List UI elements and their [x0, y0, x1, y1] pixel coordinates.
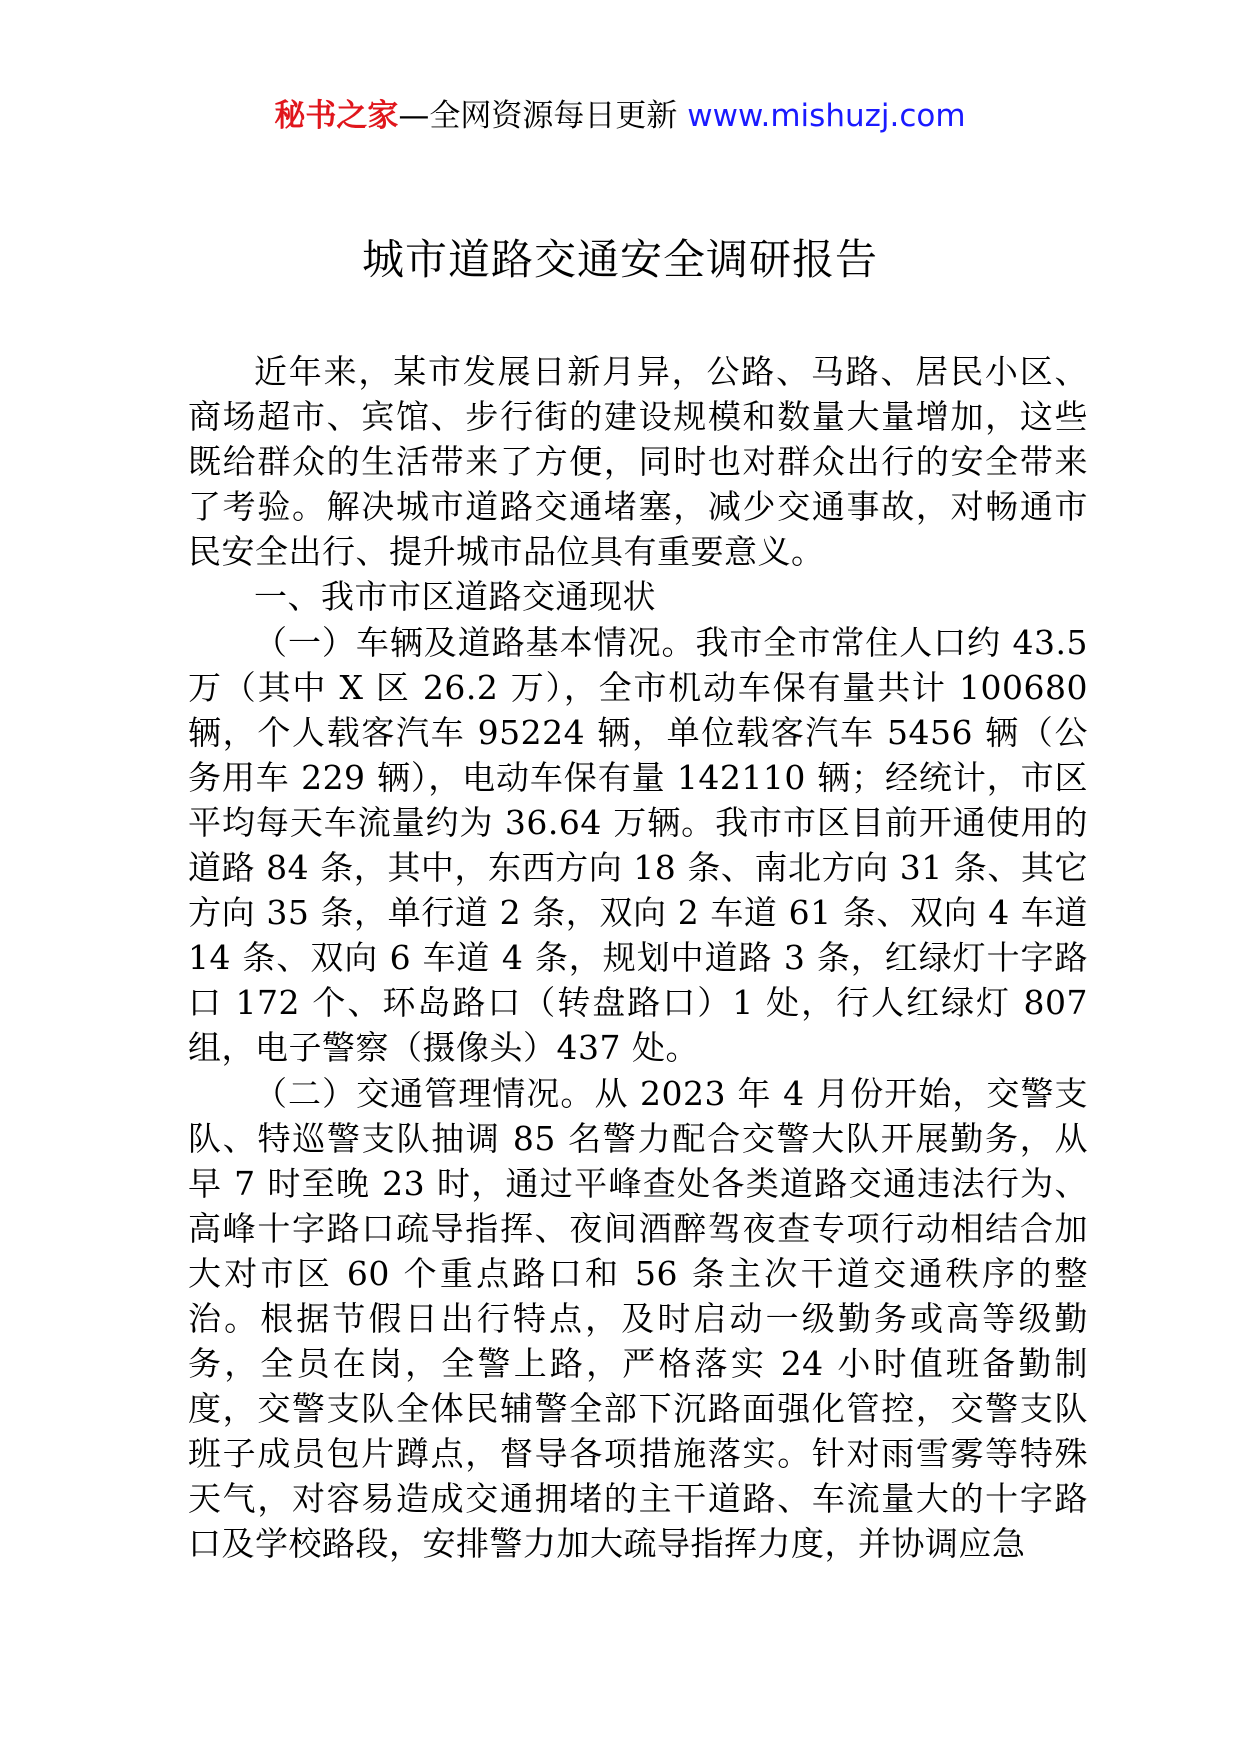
header-slogan: —全网资源每日更新	[398, 98, 688, 134]
header-brand: 秘书之家	[274, 98, 399, 134]
paragraph-traffic-management: （二）交通管理情况。从 2023 年 4 月份开始，交警支队、特巡警支队抽调 85 名警力配合交警大队开展勤务，从早 7 时至晚 23 时，通过平峰查处各类道路交通违法行为、高峰十字路口疏导指挥、夜间酒醉驾夜查专项行动相结合加大对市区 60 个重点路口和 56 条主次干道交通秩序的整治。根据节假日出行特点，及时启动一级勤务或高等级勤务，全员在岗，全警上路，严格落实 24 小时值班备勤制度，交警支队全体民辅警全部下沉路面强化管控，交警支队班子成员包片蹲点，督导各项措施落实。针对雨雪雾等特殊天气，对容易造成交通拥堵的主干道路、车流量大的十字路口及学校路段，安排警力加大疏导指挥力度，并协调应急	[188, 1073, 1088, 1564]
paragraph-intro: 近年来，某市发展日新月异，公路、马路、居民小区、商场超市、宾馆、步行街的建设规模和数量大量增加，这些既给群众的生活带来了方便，同时也对群众出行的安全带来了考验。解决城市道路交通堵塞，减少交通事故，对畅通市民安全出行、提升城市品位具有重要意义。	[188, 352, 1088, 572]
section-heading-1: 一、我市市区道路交通现状	[254, 577, 656, 617]
document-body	[188, 349, 1088, 1567]
header-url-link[interactable]: www.mishuzj.com	[687, 98, 966, 134]
page-header	[0, 96, 1240, 136]
paragraph-vehicles-roads: （一）车辆及道路基本情况。我市全市常住人口约 43.5 万（其中 X 区 26.2 万），全市机动车保有量共计 100680 辆，个人载客汽车 95224 辆，单位载客汽车 5456 辆（公务用车 229 辆），电动车保有量 142110 辆；经统计，市区平均每天车流量约为 36.64 万辆。我市市区目前开通使用的道路 84 条，其中，东西方向 18 条、南北方向 31 条、其它方向 35 条，单行道 2 条，双向 2 车道 61 条、双向 4 车道 14 条、双向 6 车道 4 条，规划中道路 3 条，红绿灯十字路口 172 个、环岛路口（转盘路口）1 处，行人红绿灯 807 组，电子警察（摄像头）437 处。	[188, 622, 1088, 1068]
document-title: 城市道路交通安全调研报告	[361, 235, 878, 284]
